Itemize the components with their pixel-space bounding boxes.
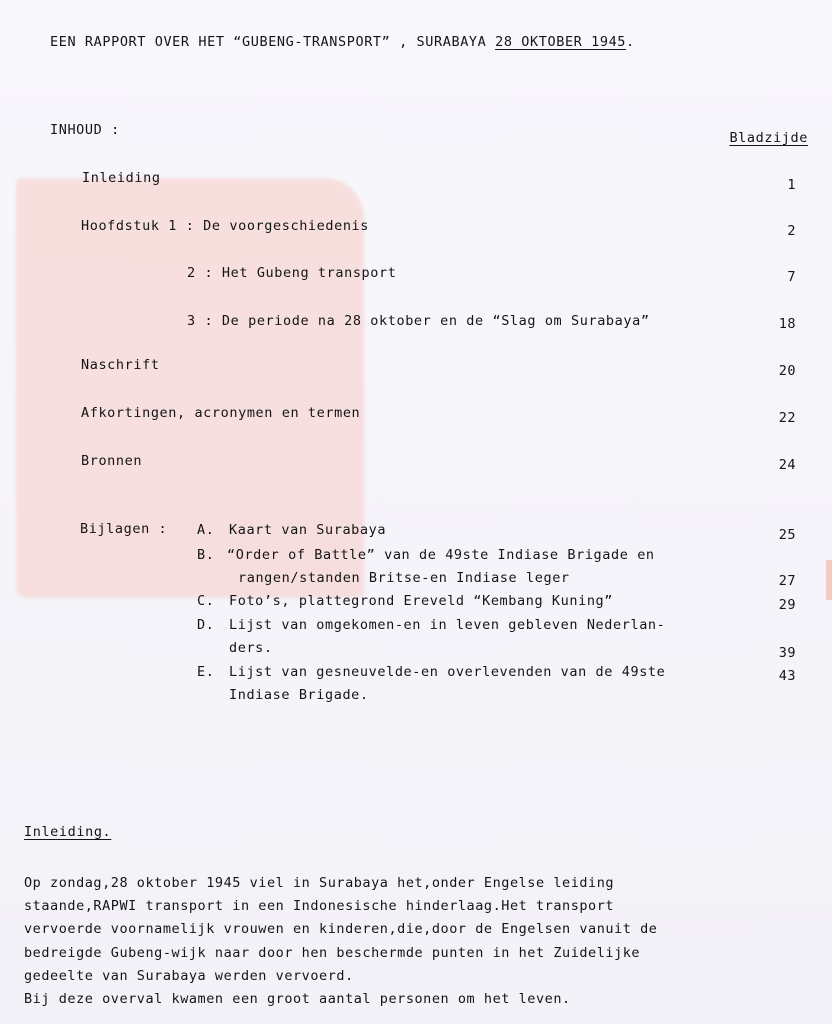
appendix-title: Lijst van omgekomen-en in leven gebleven Nederlan- (229, 617, 666, 633)
paper-edge-mark (826, 560, 832, 600)
toc-entry-page: 7 (787, 269, 796, 285)
toc-entry-page: 22 (778, 410, 796, 426)
appendix-letter: D. (197, 617, 215, 633)
toc-entry-label: 3 : De periode na 28 oktober en de “Slag om Surabaya” (187, 313, 650, 329)
appendix-letter: B. (197, 547, 215, 563)
appendix-title: Foto’s, plattegrond Ereveld “Kembang Kuning” (229, 593, 614, 609)
page-column-heading: Bladzijde (729, 130, 808, 146)
toc-entry-label: Naschrift (81, 357, 160, 373)
appendix-title: Kaart van Surabaya (229, 522, 387, 538)
appendix-page: 27 (778, 573, 796, 589)
appendices-label: Bijlagen : (80, 521, 168, 537)
title-date: 28 OKTOBER 1945 (495, 34, 627, 50)
appendix-letter: E. (197, 664, 215, 680)
appendix-page: 29 (778, 597, 796, 613)
appendix-page: 25 (778, 527, 796, 543)
intro-line: bedreigde Gubeng-wijk naar door hen beschermde punten in het Zuidelijke (24, 944, 641, 961)
appendix-title-continued: ders. (229, 640, 273, 656)
title-part-1: EEN RAPPORT OVER HET “GUBENG-TRANSPORT” , SURABAYA (50, 34, 487, 50)
appendix-letter: A. (197, 522, 215, 538)
appendix-page: 39 (778, 645, 796, 661)
toc-entry-label: Afkortingen, acronymen en termen (81, 405, 361, 421)
appendix-title-continued: Indiase Brigade. (229, 687, 369, 703)
intro-line: Op zondag,28 oktober 1945 viel in Surabaya het,onder Engelse leiding (24, 875, 615, 891)
intro-line: vervoerde voornamelijk vrouwen en kinderen,die,door de Engelsen vanuit de (24, 921, 658, 938)
toc-entry-page: 1 (787, 177, 796, 193)
toc-entry-label: Inleiding (82, 170, 161, 186)
toc-entry-label: Hoofdstuk 1 : De voorgeschiedenis (81, 218, 370, 234)
toc-heading: INHOUD : (50, 122, 120, 138)
intro-paragraph (24, 872, 814, 1011)
intro-line: Bij deze overval kwamen een groot aantal personen om het leven. (24, 991, 571, 1008)
toc-entry-page: 24 (778, 457, 796, 473)
toc-entry-page: 2 (787, 223, 796, 239)
toc-entry-label: Bronnen (81, 453, 143, 469)
toc-entry-label: 2 : Het Gubeng transport (187, 265, 397, 281)
intro-line: staande,RAPWI transport in een Indonesische hinderlaag.Het transport (24, 898, 615, 915)
appendix-title-continued: rangen/standen Britse-en Indiase leger (238, 570, 570, 586)
toc-entry-page: 20 (778, 363, 796, 379)
appendix-letter: C. (197, 593, 215, 609)
appendix-title: “Order of Battle” van de 49ste Indiase Brigade en (227, 547, 655, 563)
toc-entry-page: 18 (778, 316, 796, 332)
appendix-page: 43 (778, 668, 796, 684)
appendix-title: Lijst van gesneuvelde-en overlevenden van de 49ste (229, 664, 666, 680)
intro-line: gedeelte van Surabaya werden vervoerd. (24, 967, 354, 984)
intro-heading: Inleiding. (24, 824, 112, 840)
document-title: EEN RAPPORT OVER HET “GUBENG-TRANSPORT” , SURABAYA 28 OKTOBER 1945. (50, 34, 635, 50)
